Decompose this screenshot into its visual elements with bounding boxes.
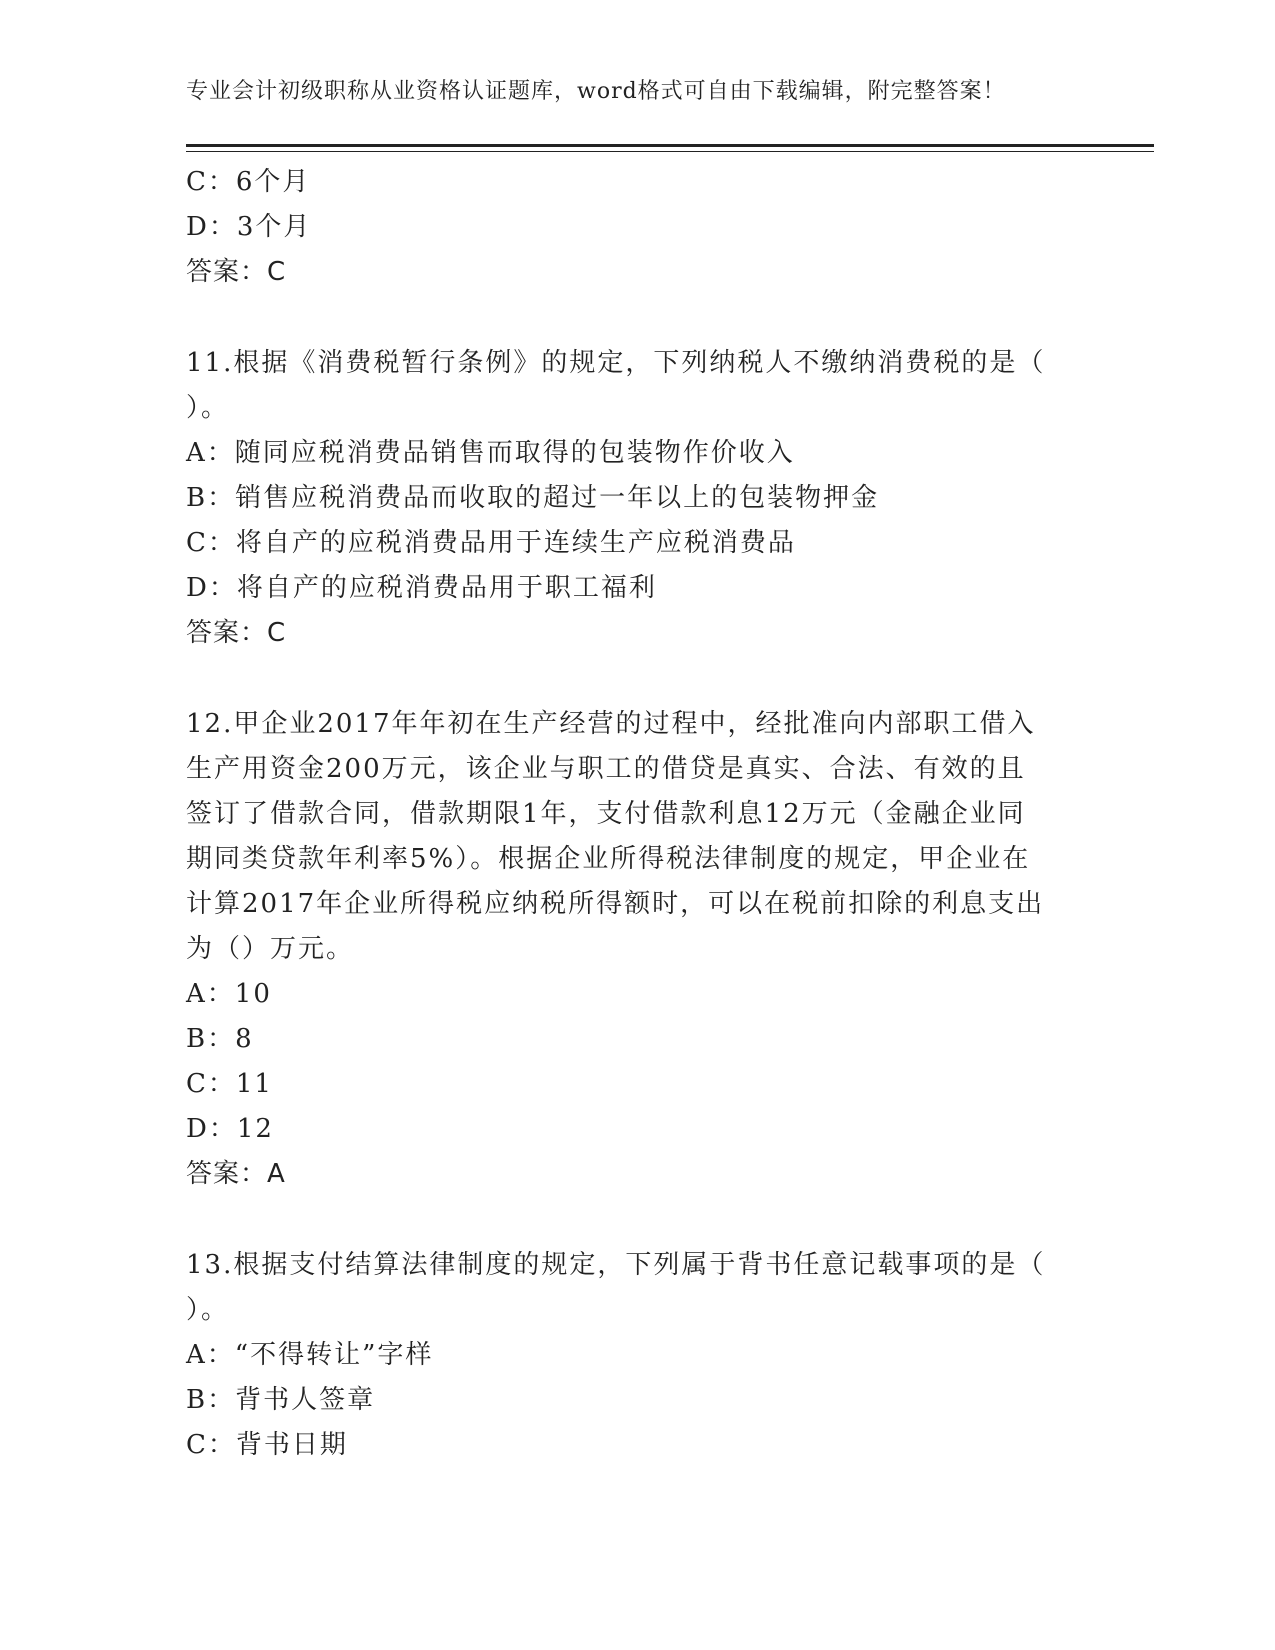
option-c: C：6个月 — [186, 167, 311, 197]
question-12 — [186, 702, 1086, 1197]
option-d: D：将自产的应税消费品用于职工福利 — [186, 573, 657, 603]
question-stem: ）。 — [186, 393, 230, 423]
header-rule-thick — [186, 144, 1154, 147]
option-a: A：“不得转让”字样 — [186, 1340, 434, 1370]
question-stem: 12.甲企业2017年年初在生产经营的过程中，经批准向内部职工借入 — [186, 709, 1036, 739]
option-b: B：8 — [186, 1024, 254, 1054]
answer-line: 答案：C — [186, 257, 287, 287]
answer-line: 答案：A — [186, 1159, 286, 1189]
question-11 — [186, 341, 1086, 656]
option-a: A：10 — [186, 979, 272, 1009]
question-stem: 为（）万元。 — [186, 934, 355, 964]
question-stem: ）。 — [186, 1295, 230, 1325]
option-c: C：11 — [186, 1069, 273, 1099]
question-stem: 签订了借款合同，借款期限1年，支付借款利息12万元（金融企业同 — [186, 799, 1026, 829]
answer-line: 答案：C — [186, 618, 287, 648]
question-stem: 期同类贷款年利率5%）。根据企业所得税法律制度的规定，甲企业在 — [186, 844, 1031, 874]
question-content — [186, 160, 1086, 1468]
question-stem: 计算2017年企业所得税应纳税所得额时，可以在税前扣除的利息支出 — [186, 889, 1045, 919]
question-13 — [186, 1243, 1086, 1468]
page-header: 专业会计初级职称从业资格认证题库，word格式可自由下载编辑，附完整答案！ — [186, 79, 1006, 104]
header-rule-thin — [186, 151, 1154, 152]
option-d: D：3个月 — [186, 212, 312, 242]
prev-question-tail — [186, 160, 1086, 295]
option-a: A：随同应税消费品销售而取得的包装物作价收入 — [186, 438, 795, 468]
option-b: B：背书人签章 — [186, 1385, 376, 1415]
question-stem: 11.根据《消费税暂行条例》的规定，下列纳税人不缴纳消费税的是（ — [186, 348, 1046, 378]
question-stem: 13.根据支付结算法律制度的规定，下列属于背书任意记载事项的是（ — [186, 1250, 1046, 1280]
option-c: C：背书日期 — [186, 1430, 348, 1460]
option-d: D：12 — [186, 1114, 274, 1144]
option-b: B：销售应税消费品而收取的超过一年以上的包装物押金 — [186, 483, 880, 513]
question-stem: 生产用资金200万元，该企业与职工的借贷是真实、合法、有效的且 — [186, 754, 1026, 784]
option-c: C：将自产的应税消费品用于连续生产应税消费品 — [186, 528, 796, 558]
